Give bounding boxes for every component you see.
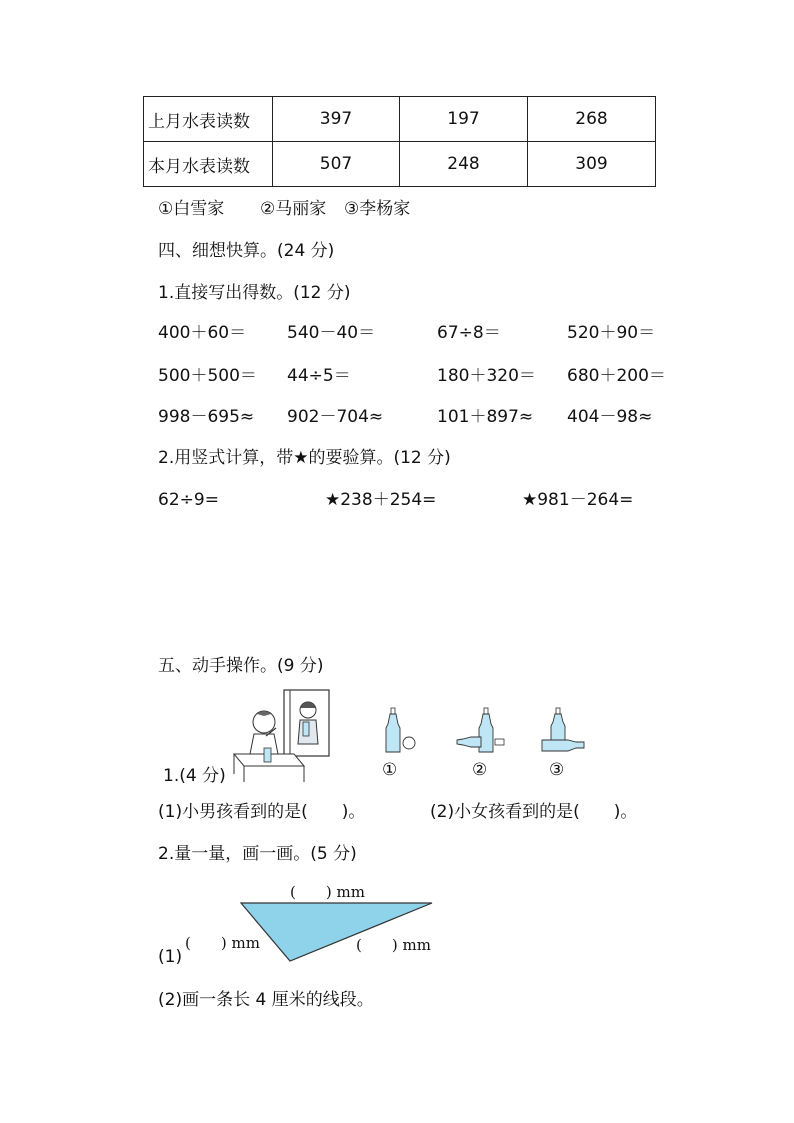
vertical-calc-item: ★238＋254=: [325, 490, 437, 510]
calc-item: 404－98≈: [567, 407, 653, 427]
table-cell: 197: [400, 97, 528, 142]
calc-item: 180＋320＝: [437, 366, 536, 386]
measure-draw-title: 2.量一量，画一画。(5 分): [158, 844, 357, 864]
section-four-title: 四、细想快算。(24 分): [158, 241, 335, 261]
question-two-title: 2.用竖式计算，带★的要验算。(12 分): [158, 448, 451, 468]
calc-item: 500＋500＝: [158, 366, 257, 386]
question-one-title: 1.直接写出得数。(12 分): [158, 283, 351, 303]
triangle-right-measure: ( ) mm: [356, 936, 431, 954]
view-label-3: ③: [549, 760, 565, 780]
table-cell: 507: [273, 142, 400, 187]
table-row: [144, 97, 656, 142]
boy-mirror-illustration: [230, 688, 335, 783]
view-option-1-picture: [384, 706, 418, 756]
section-five-title: 五、动手操作。(9 分): [158, 656, 324, 676]
table-cell: 309: [528, 142, 656, 187]
table-cell: 397: [273, 97, 400, 142]
table-row: [144, 142, 656, 187]
sub-question-1-label: (1): [158, 947, 183, 967]
option-1: ①白雪家: [158, 199, 225, 219]
girl-sees-question: (2)小女孩看到的是( )。: [430, 802, 638, 822]
calc-item: 902－704≈: [287, 407, 384, 427]
option-2: ②马丽家: [260, 199, 327, 219]
calc-item: 67÷8＝: [437, 323, 501, 343]
question-5-1-label: 1.(4 分): [163, 766, 226, 786]
row-label: 本月水表读数: [144, 142, 273, 187]
view-label-2: ②: [472, 760, 488, 780]
triangle-top-measure: ( ) mm: [290, 883, 365, 901]
option-3: ③李杨家: [344, 199, 411, 219]
view-option-3-picture: [538, 706, 588, 756]
vertical-calc-item: ★981－264=: [522, 490, 634, 510]
table-cell: 248: [400, 142, 528, 187]
triangle-left-measure: ( ) mm: [185, 934, 260, 952]
calc-item: 680＋200＝: [567, 366, 666, 386]
boy-sees-question: (1)小男孩看到的是( )。: [158, 802, 366, 822]
water-meter-table: [143, 96, 656, 187]
view-label-1: ①: [382, 760, 398, 780]
calc-item: 998－695≈: [158, 407, 255, 427]
view-option-2-picture: [455, 706, 507, 756]
calc-item: 44÷5＝: [287, 366, 351, 386]
calc-item: 520＋90＝: [567, 323, 656, 343]
vertical-calc-item: 62÷9=: [158, 490, 219, 510]
table-cell: 268: [528, 97, 656, 142]
calc-item: 101＋897≈: [437, 407, 534, 427]
calc-item: 540－40＝: [287, 323, 376, 343]
calc-item: 400＋60＝: [158, 323, 247, 343]
row-label: 上月水表读数: [144, 97, 273, 142]
draw-segment-question: (2)画一条长 4 厘米的线段。: [158, 990, 374, 1010]
